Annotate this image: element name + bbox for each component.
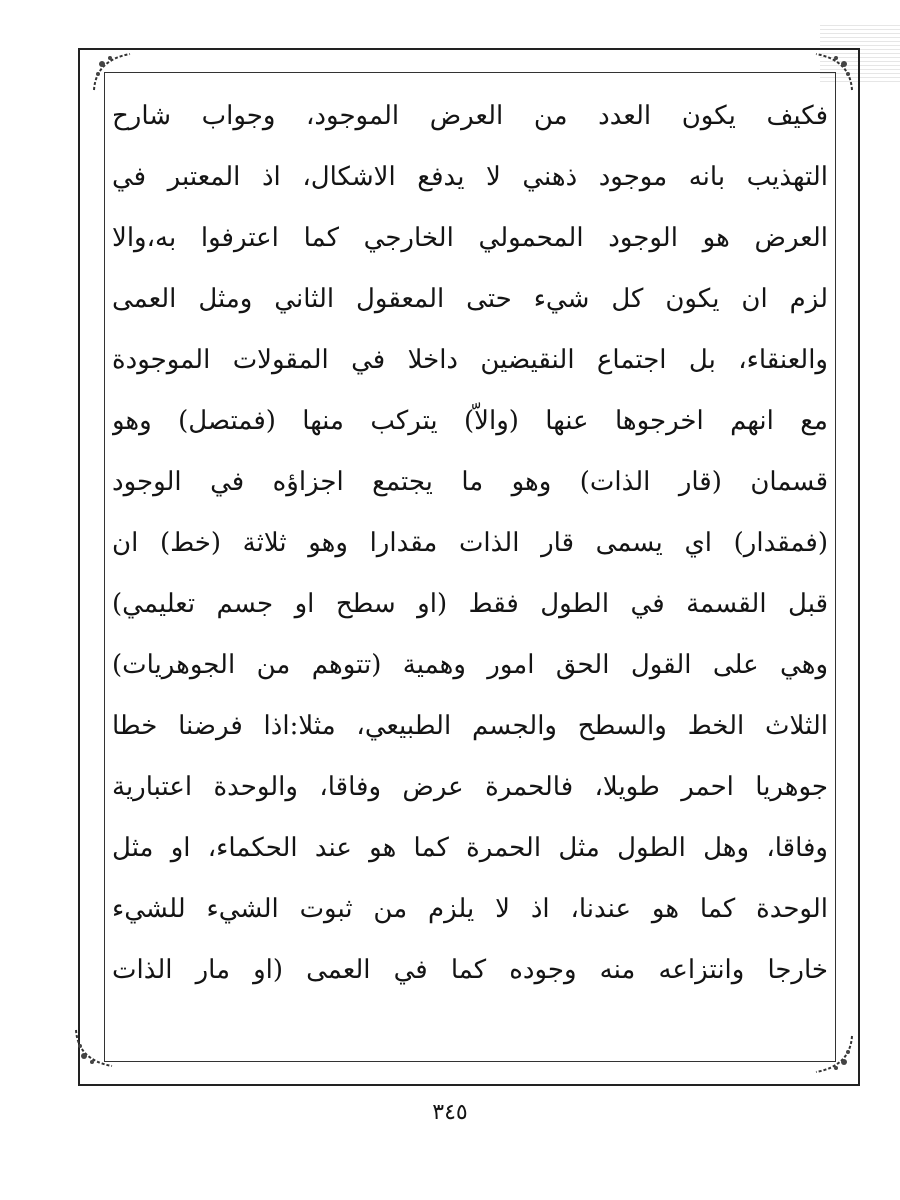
text-line: قسمان (قار الذات) وهو ما يجتمع اجزاؤه في الوجود [112,467,828,497]
text-line: وفاقا، وهل الطول مثل الحمرة كما هو عند الحكماء، او مثل [112,833,828,863]
text-line: لزم ان يكون كل شيء حتى المعقول الثاني ومثل العمى [112,284,828,314]
body-text [112,86,828,1036]
text-line: الوحدة كما هو عندنا، اذ لا يلزم من ثبوت الشيء للشيء [112,894,828,924]
text-line: فكيف يكون العدد من العرض الموجود، وجواب شارح [112,101,828,131]
text-line: خارجا وانتزاعه منه وجوده كما في العمى (او مار الذات [112,955,828,985]
text-line: والعنقاء، بل اجتماع النقيضين داخلا في المقولات الموجودة [112,345,828,375]
text-line: (فمقدار) اي يسمى قار الذات مقدارا وهو ثلاثة (خط) ان [112,528,828,558]
text-line: العرض هو الوجود المحمولي الخارجي كما اعترفوا به،والا [112,223,828,253]
page-number: ٣٤٥ [432,1100,468,1125]
text-line: جوهريا احمر طويلا، فالحمرة عرض وفاقا، والوحدة اعتبارية [112,772,828,802]
text-line: الثلاث الخط والسطح والجسم الطبيعي، مثلا:اذا فرضنا خطا [112,711,828,741]
text-line: التهذيب بانه موجود ذهني لا يدفع الاشكال، اذ المعتبر في [112,162,828,192]
corner-ornament-bottom-right-icon [810,1030,856,1076]
text-line: وهي على القول الحق امور وهمية (تتوهم من الجوهريات) [112,650,828,680]
text-line: قبل القسمة في الطول فقط (او سطح او جسم تعليمي) [112,589,828,619]
text-line: مع انهم اخرجوها عنها (والاّ) يتركب منها (فمتصل) وهو [112,406,828,436]
